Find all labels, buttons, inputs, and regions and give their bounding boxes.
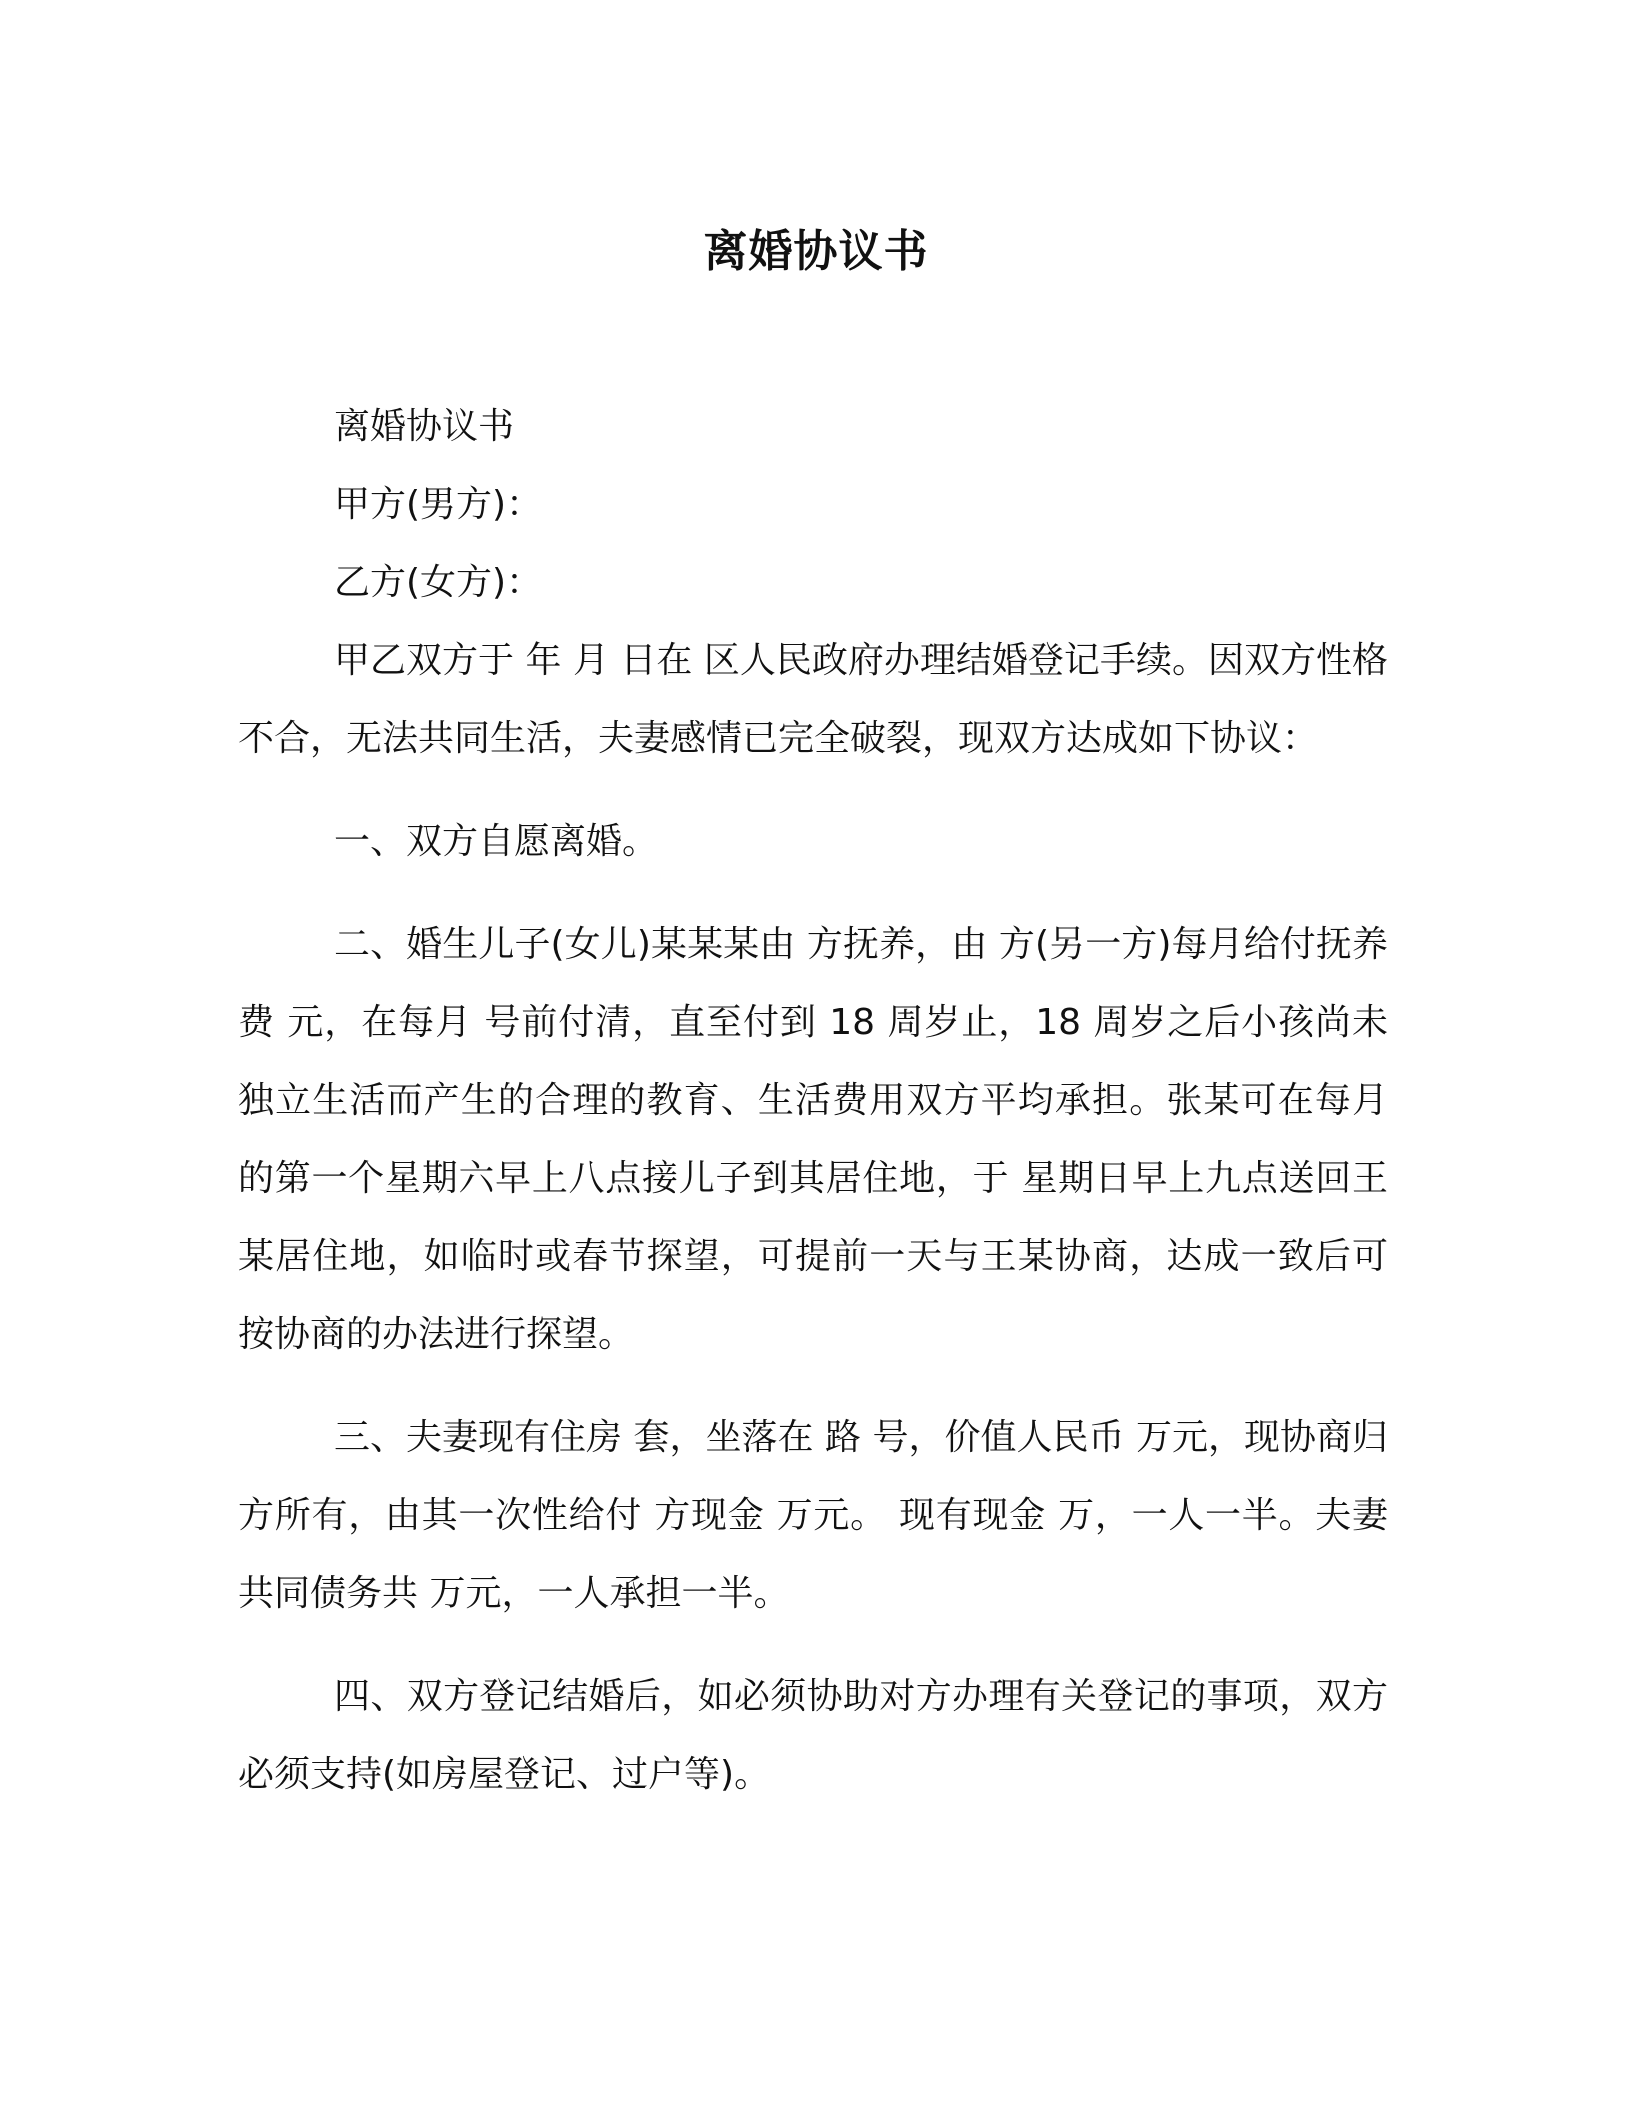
document-body — [238, 388, 1388, 1814]
paragraph-party-b: 乙方(女方)： — [334, 562, 543, 603]
paragraph-party-a: 甲方(男方)： — [334, 484, 543, 525]
paragraph-preamble: 甲乙双方于 年 月 日在 区人民政府办理结婚登记手续。因双方性格不合，无法共同生活，夫妻感情已完全破裂，现双方达成如下协议： — [238, 640, 1388, 759]
paragraph-clause-4: 四、双方登记结婚后，如必须协助对方办理有关登记的事项，双方必须支持(如房屋登记、过户等)。 — [238, 1676, 1388, 1795]
paragraph-heading: 离婚协议书 — [334, 406, 515, 447]
paragraph-clause-3: 三、夫妻现有住房 套，坐落在 路 号，价值人民币 万元，现协商归 方所有，由其一次性给付 方现金 万元。 现有现金 万，一人一半。夫妻共同债务共 万元，一人承担一半。 — [238, 1417, 1388, 1614]
paragraph-clause-2: 二、婚生儿子(女儿)某某某由 方抚养，由 方(另一方)每月给付抚养费 元，在每月 号前付清，直至付到 18 周岁止，18 周岁之后小孩尚未独立生活而产生的合理的教育、生活费用双方平均承担。张某可在每月的第一个星期六早上八点接儿子到其居住地，于 星期日早上九点送回王某居住地，如临时或春节探望，可提前一天与王某协商，达成一致后可按协商的办法进行探望。 — [238, 924, 1388, 1355]
paragraph-clause-1: 一、双方自愿离婚。 — [334, 821, 659, 862]
document-title: 离婚协议书 — [703, 226, 929, 277]
